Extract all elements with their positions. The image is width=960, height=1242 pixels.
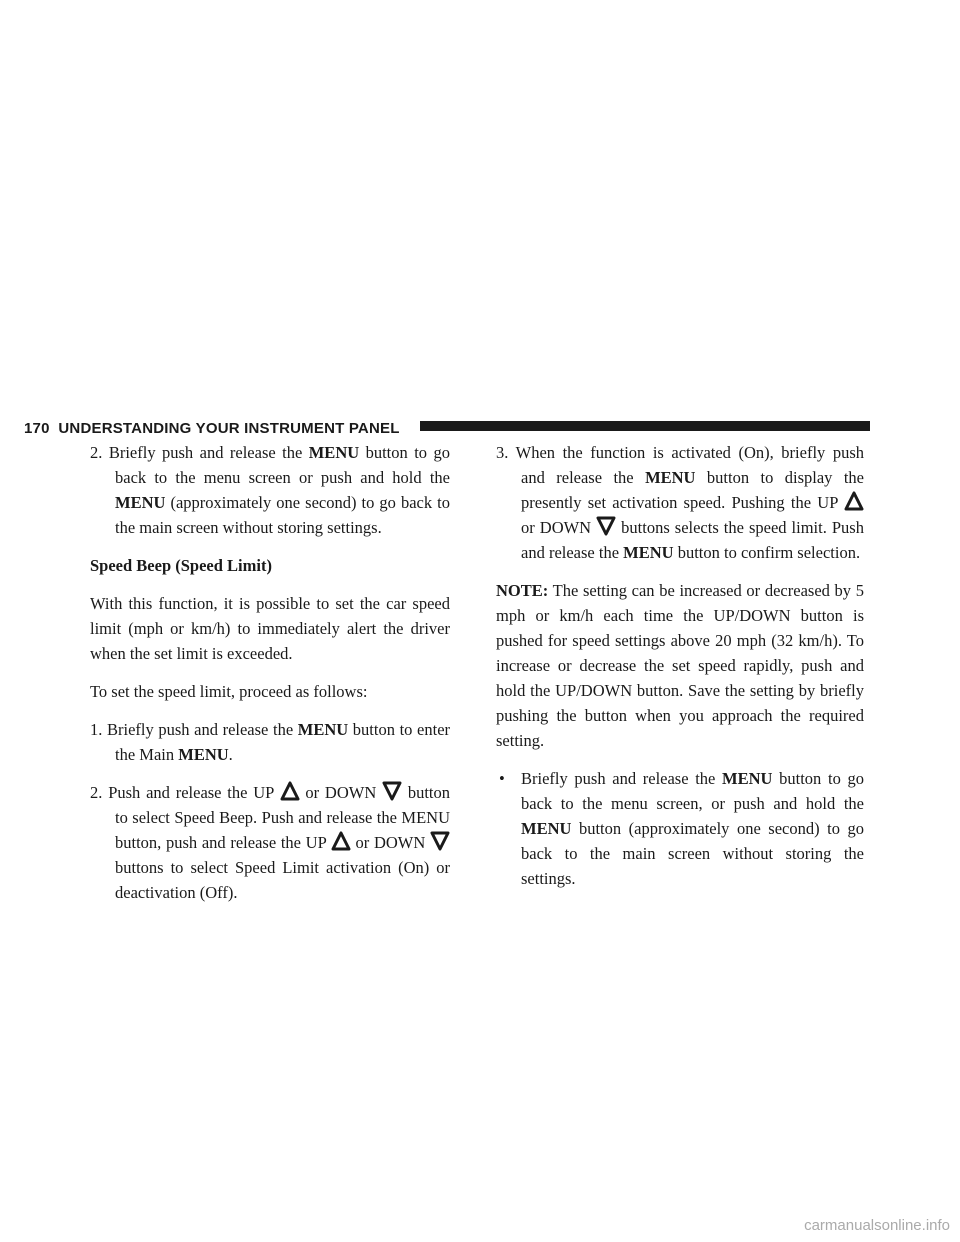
step-text: or DOWN	[299, 783, 383, 802]
section-heading: Speed Beep (Speed Limit)	[90, 556, 272, 575]
menu-keyword: MENU	[521, 819, 572, 838]
step-1-enter-menu	[90, 717, 450, 767]
menu-keyword: MENU	[645, 468, 696, 487]
up-arrow-icon	[280, 781, 300, 801]
bullet-text: button to go back to the menu screen, or push and hold the	[521, 769, 864, 813]
step-2-select-speed-beep	[90, 780, 450, 905]
step-text: button to confirm selection.	[673, 543, 861, 562]
down-arrow-icon	[382, 781, 402, 801]
menu-keyword: MENU	[297, 720, 349, 739]
note-label: NOTE:	[496, 581, 549, 600]
page-header-text	[24, 420, 400, 437]
up-arrow-icon	[844, 491, 864, 511]
step-text: When the function is activated (On), briefly push and release the	[515, 443, 865, 487]
step-text: Briefly push and release the	[107, 720, 298, 739]
bullet-text: button (approximately one second) to go back to the main screen without storing the settings.	[521, 819, 864, 888]
procedure-intro: To set the speed limit, proceed as follows:	[90, 682, 368, 701]
step-text: buttons selects the speed limit. Push and release the	[521, 518, 864, 562]
menu-keyword: MENU	[308, 443, 360, 462]
bullet-text: Briefly push and release the	[521, 769, 723, 788]
left-column	[90, 440, 450, 918]
menu-keyword: MENU	[178, 745, 229, 764]
step-text: button to display the presently set activation speed. Pushing the UP	[521, 468, 865, 512]
menu-keyword: MENU	[722, 769, 773, 788]
step-number: 2.	[90, 443, 103, 462]
down-arrow-icon	[596, 516, 616, 536]
step-text: or DOWN	[521, 518, 597, 537]
section-title: UNDERSTANDING YOUR INSTRUMENT PANEL	[58, 420, 400, 437]
step-number: 1.	[90, 720, 103, 739]
step-text: Briefly push and release the	[108, 443, 309, 462]
step-text: button to enter the Main	[115, 720, 451, 764]
step-text: button to select Speed Beep. Push and release the MENU button, push and release the UP	[115, 783, 451, 852]
step-number: 2.	[90, 783, 103, 802]
up-arrow-icon	[331, 831, 351, 851]
page-number: 170	[24, 420, 50, 437]
step-number: 3.	[496, 443, 509, 462]
step-text: button to go back to the menu screen or push and hold the	[115, 443, 450, 487]
step-text: or DOWN	[350, 833, 430, 852]
bullet-go-back	[496, 766, 864, 891]
menu-keyword: MENU	[623, 543, 674, 562]
step-text: .	[228, 745, 233, 764]
note-text: The setting can be increased or decreased by 5 mph or km/h each time the UP/DOWN button is pushed for speed settings above 20 mph (32 km/h). To increase or decrease the set speed rapidly, push and hold the UP/DOWN button. Save the setting by briefly pushing the button when you approach the required setting.	[496, 581, 864, 750]
step-2-go-back	[90, 440, 450, 540]
step-text: (approximately one second) to go back to the main screen without storing settings.	[115, 493, 450, 537]
right-column	[496, 440, 864, 904]
step-3-display-speed	[496, 440, 864, 565]
step-text: Push and release the UP	[108, 783, 280, 802]
note-paragraph	[496, 578, 864, 753]
intro-paragraph: With this function, it is possible to set the car speed limit (mph or km/h) to immediately alert the driver when the set limit is exceeded.	[90, 594, 450, 663]
step-text: buttons to select Speed Limit activation (On) or deactivation (Off).	[115, 858, 450, 902]
bullet-mark: •	[499, 769, 505, 788]
down-arrow-icon	[430, 831, 450, 851]
menu-keyword: MENU	[115, 493, 166, 512]
watermark: carmanualsonline.info	[804, 1217, 950, 1234]
header-rule	[420, 421, 870, 431]
